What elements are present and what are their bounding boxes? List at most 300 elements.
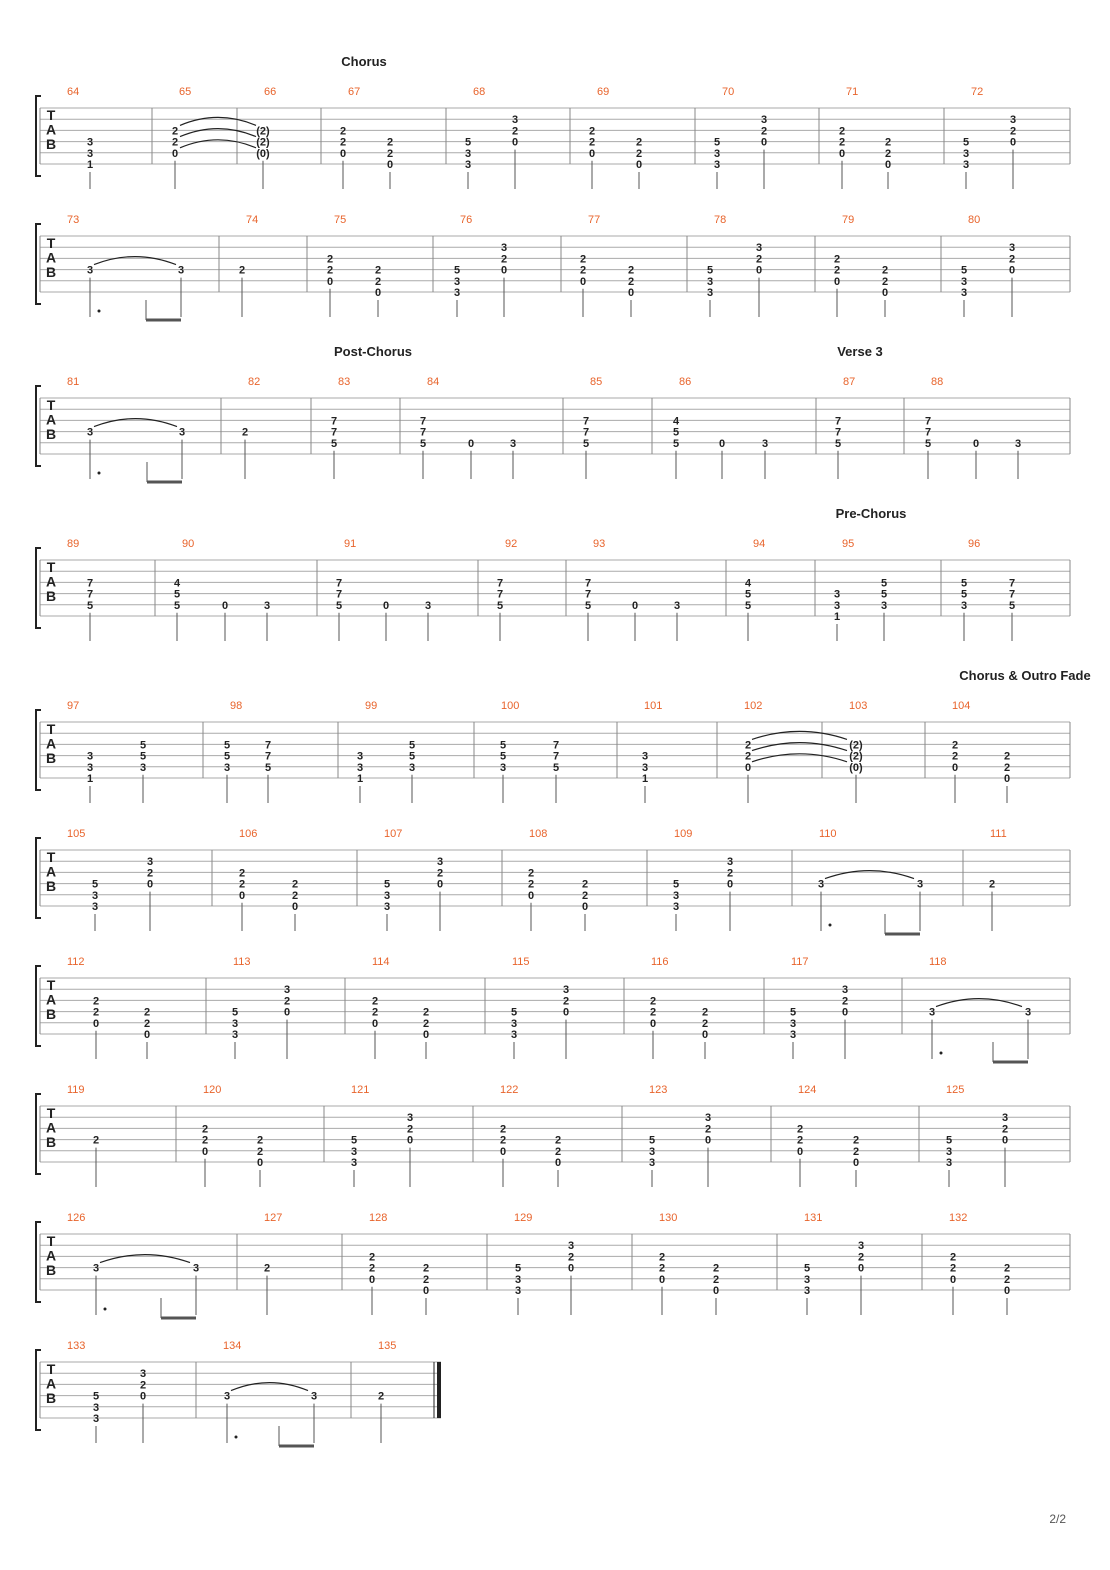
fret-number: 0 — [579, 275, 587, 288]
fret-number: 0 — [1008, 264, 1016, 277]
fret-number: 2 — [291, 878, 299, 891]
fret-number: 0 — [386, 159, 394, 171]
measure-number: 132 — [949, 1212, 968, 1224]
fret-number: 0 — [884, 159, 892, 171]
measure-number: 71 — [846, 86, 859, 98]
fret-number: 0 — [238, 889, 246, 902]
fret-number: 5 — [672, 437, 680, 450]
fret-number: 7 — [1008, 577, 1016, 590]
fret-number: 3 — [960, 275, 968, 288]
tab-clef-letter: B — [45, 1006, 57, 1022]
fret-number: 2 — [744, 739, 752, 752]
fret-number: 5 — [419, 437, 427, 450]
tie-arc — [100, 1255, 190, 1263]
fret-number: 3 — [350, 1157, 358, 1169]
fret-number: 2 — [92, 1006, 100, 1019]
fret-number: 7 — [584, 577, 592, 590]
fret-number: 3 — [86, 750, 94, 763]
measure-number: 134 — [223, 1340, 242, 1352]
fret-number: 3 — [562, 984, 570, 997]
fret-number: 5 — [499, 750, 507, 763]
fret-number: 5 — [1008, 599, 1016, 612]
fret-number: 3 — [408, 761, 416, 774]
measure-number: 90 — [182, 538, 195, 550]
fret-number: 5 — [713, 136, 721, 149]
tab-clef-letter: B — [45, 1390, 57, 1406]
measure-number: 68 — [473, 86, 486, 98]
tie-arc — [180, 129, 256, 137]
fret-number: 2 — [881, 275, 889, 288]
measure-number: 126 — [67, 1212, 86, 1224]
fret-number: 3 — [383, 901, 391, 913]
fret-number: 3 — [263, 599, 271, 612]
fret-number: 2 — [838, 136, 846, 149]
fret-number: 3 — [231, 1017, 239, 1030]
measure-number: 94 — [753, 538, 766, 550]
fret-number: 3 — [510, 1017, 518, 1030]
measure-number: 102 — [744, 700, 763, 712]
fret-number: 3 — [706, 275, 714, 288]
fret-number: 3 — [514, 1285, 522, 1297]
fret-number: 2 — [371, 1006, 379, 1019]
tab-clef-letter: A — [45, 1247, 57, 1264]
fret-number: 2 — [760, 125, 768, 138]
fret-number: 0 — [201, 1145, 209, 1158]
fret-number: 2 — [796, 1123, 804, 1136]
fret-number: 3 — [91, 901, 99, 913]
fret-number: 0 — [972, 437, 980, 450]
fret-number: 0 — [92, 1017, 100, 1030]
fret-number: 2 — [744, 750, 752, 763]
fret-number: 3 — [509, 437, 517, 450]
fret-number: 2 — [406, 1123, 414, 1136]
tie-arc — [752, 754, 847, 762]
fret-number: 0 — [567, 1262, 575, 1275]
fret-number: 3 — [945, 1145, 953, 1158]
fret-number: 5 — [552, 761, 560, 774]
measure-number: 96 — [968, 538, 981, 550]
fret-number: 2 — [627, 275, 635, 288]
section-label-verse3: Verse 3 — [837, 344, 883, 359]
fret-number: 3 — [86, 426, 94, 439]
fret-number: 7 — [419, 426, 427, 439]
measure-number: 101 — [644, 700, 663, 712]
tab-clef-letter: T — [46, 397, 56, 413]
fret-number: 7 — [924, 415, 932, 428]
fret-number: 2 — [796, 1134, 804, 1147]
fret-number: 3 — [406, 1112, 414, 1125]
fret-number: 3 — [92, 1401, 100, 1414]
fret-number: 2 — [371, 995, 379, 1008]
fret-number: 0 — [371, 1017, 379, 1030]
fret-number: 2 — [838, 125, 846, 138]
fret-number: 2 — [833, 253, 841, 266]
fret-number: 2 — [579, 253, 587, 266]
fret-number: 2 — [884, 147, 892, 160]
fret-number: 5 — [960, 264, 968, 277]
tie-arc — [752, 743, 847, 751]
fret-number: 3 — [424, 599, 432, 612]
fret-number: 3 — [139, 1368, 147, 1381]
fret-number: 5 — [464, 136, 472, 149]
fret-number: 3 — [1014, 437, 1022, 450]
fret-number: 3 — [928, 1006, 936, 1019]
fret-number: 3 — [86, 264, 94, 277]
fret-number: 2 — [499, 1123, 507, 1136]
measure-number: 88 — [931, 376, 944, 388]
tab-clef-letter: B — [45, 1134, 57, 1150]
fret-number: 2 — [256, 1145, 264, 1158]
fret-number: 5 — [924, 437, 932, 450]
tab-clef-letter: A — [45, 735, 57, 752]
fret-number: 2 — [988, 878, 996, 891]
fret-number: 4 — [173, 577, 181, 590]
measure-number: 73 — [67, 214, 80, 226]
fret-number: 5 — [584, 599, 592, 612]
fret-number: 3 — [962, 159, 970, 171]
measure-number: 75 — [334, 214, 347, 226]
fret-number: 0 — [1001, 1134, 1009, 1147]
fret-number: 4 — [672, 415, 680, 428]
fret-number: 0 — [422, 1029, 430, 1041]
fret-number: 3 — [706, 287, 714, 299]
fret-number: 2 — [554, 1134, 562, 1147]
fret-number: 2 — [377, 1390, 385, 1403]
fret-number: 2 — [701, 1006, 709, 1019]
fret-number: 5 — [139, 739, 147, 752]
fret-number: 2 — [143, 1017, 151, 1030]
fret-number: 7 — [1008, 588, 1016, 601]
fret-number: 0 — [833, 275, 841, 288]
fret-number: 2 — [283, 995, 291, 1008]
fret-number: 5 — [672, 878, 680, 891]
fret-number: 0 — [712, 1285, 720, 1297]
fret-number: 3 — [92, 1413, 100, 1425]
fret-number: 2 — [581, 878, 589, 891]
fret-number: 3 — [760, 114, 768, 127]
fret-number: 2 — [857, 1251, 865, 1264]
measure-number: 120 — [203, 1084, 222, 1096]
fret-number: 3 — [962, 147, 970, 160]
fret-number: 0 — [499, 1145, 507, 1158]
fret-number: 3 — [223, 761, 231, 774]
fret-number: 2 — [658, 1251, 666, 1264]
fret-number: 2 — [339, 136, 347, 149]
fret-number: 0 — [382, 599, 390, 612]
fret-number: 2 — [263, 1262, 271, 1275]
fret-number: 1 — [86, 773, 94, 785]
measure-number: 108 — [529, 828, 548, 840]
fret-number: 2 — [704, 1123, 712, 1136]
fret-number: 2 — [567, 1251, 575, 1264]
tab-clef-letter: T — [46, 1361, 56, 1377]
fret-number: 2 — [143, 1006, 151, 1019]
fret-number: 2 — [527, 867, 535, 880]
measure-number: 82 — [248, 376, 261, 388]
fret-number: 7 — [86, 588, 94, 601]
fret-number: (2) — [849, 750, 863, 763]
fret-number: 2 — [500, 253, 508, 266]
measure-number: 89 — [67, 538, 80, 550]
tab-clef-letter: T — [46, 559, 56, 575]
tie-arc — [94, 257, 176, 265]
measure-number: 116 — [651, 956, 669, 968]
fret-number: 3 — [192, 1262, 200, 1275]
fret-number: 3 — [648, 1157, 656, 1169]
fret-number: 2 — [852, 1145, 860, 1158]
fret-number: 0 — [422, 1285, 430, 1297]
fret-number: 3 — [673, 599, 681, 612]
fret-number: 3 — [672, 901, 680, 913]
fret-number: 0 — [755, 264, 763, 277]
fret-number: 7 — [330, 415, 338, 428]
fret-number: 5 — [335, 599, 343, 612]
measure-number: 92 — [505, 538, 518, 550]
fret-number: 0 — [511, 136, 519, 149]
fret-number: 7 — [496, 588, 504, 601]
fret-number: 0 — [562, 1006, 570, 1019]
fret-number: 0 — [171, 147, 179, 160]
fret-number: 5 — [648, 1134, 656, 1147]
fret-number: 0 — [368, 1273, 376, 1286]
measure-number: 112 — [67, 956, 85, 968]
fret-number: 2 — [951, 750, 959, 763]
fret-number: 5 — [744, 599, 752, 612]
fret-number: 1 — [86, 159, 94, 171]
fret-number: 0 — [146, 878, 154, 891]
fret-number: 5 — [744, 588, 752, 601]
fret-number: 2 — [326, 264, 334, 277]
fret-number: 2 — [881, 264, 889, 277]
fret-number: 2 — [852, 1134, 860, 1147]
fret-number: 3 — [641, 750, 649, 763]
fret-number: 7 — [264, 739, 272, 752]
fret-number: 2 — [368, 1251, 376, 1264]
rhythm-dot — [235, 1436, 238, 1439]
fret-number: 2 — [884, 136, 892, 149]
fret-number: 4 — [744, 577, 752, 590]
fret-number: 2 — [949, 1251, 957, 1264]
fret-number: 0 — [744, 761, 752, 774]
measure-number: 125 — [946, 1084, 965, 1096]
fret-number: 3 — [1008, 242, 1016, 255]
fret-number: 7 — [582, 426, 590, 439]
fret-number: 0 — [374, 287, 382, 299]
fret-number: 0 — [718, 437, 726, 450]
measure-number: 123 — [649, 1084, 668, 1096]
measure-number: 85 — [590, 376, 603, 388]
fret-number: 5 — [789, 1006, 797, 1019]
fret-number: 0 — [841, 1006, 849, 1019]
fret-number: 2 — [649, 1006, 657, 1019]
fret-number: 3 — [356, 750, 364, 763]
measure-number: 109 — [674, 828, 693, 840]
fret-number: 3 — [713, 159, 721, 171]
fret-number: 0 — [881, 287, 889, 299]
fret-number: 5 — [408, 750, 416, 763]
measure-number: 119 — [67, 1084, 85, 1096]
measure-number: 78 — [714, 214, 727, 226]
measure-number: 66 — [264, 86, 277, 98]
measure-number: 95 — [842, 538, 855, 550]
fret-number: 0 — [291, 901, 299, 913]
fret-number: 5 — [945, 1134, 953, 1147]
fret-number: 3 — [817, 878, 825, 891]
measure-number: 64 — [67, 86, 80, 98]
fret-number: 2 — [238, 878, 246, 891]
fret-number: 2 — [635, 136, 643, 149]
fret-number: 0 — [635, 159, 643, 171]
tab-clef-letter: B — [45, 878, 57, 894]
tab-clef-letter: T — [46, 1105, 56, 1121]
fret-number: 0 — [852, 1157, 860, 1169]
section-label-post_chorus: Post-Chorus — [334, 344, 412, 359]
fret-number: 3 — [648, 1145, 656, 1158]
measure-number: 135 — [378, 1340, 397, 1352]
tab-clef-letter: T — [46, 235, 56, 251]
fret-number: 2 — [238, 264, 246, 277]
fret-number: 7 — [834, 415, 842, 428]
fret-number: 2 — [436, 867, 444, 880]
fret-number: 3 — [178, 426, 186, 439]
fret-number: 2 — [755, 253, 763, 266]
tab-clef-letter: B — [45, 136, 57, 152]
fret-number: 0 — [1003, 773, 1011, 785]
measure-number: 97 — [67, 700, 80, 712]
fret-number: 5 — [139, 750, 147, 763]
fret-number: 2 — [1008, 253, 1016, 266]
fret-number: 2 — [841, 995, 849, 1008]
fret-number: 0 — [857, 1262, 865, 1275]
fret-number: 2 — [1003, 1273, 1011, 1286]
fret-number: 2 — [386, 147, 394, 160]
measure-number: 69 — [597, 86, 610, 98]
fret-number: 3 — [436, 856, 444, 869]
tie-arc — [180, 140, 256, 148]
fret-number: 3 — [726, 856, 734, 869]
fret-number: 2 — [146, 867, 154, 880]
fret-number: 2 — [92, 1134, 100, 1147]
measure-number: 113 — [233, 956, 251, 968]
fret-number: 2 — [1003, 1262, 1011, 1275]
fret-number: 7 — [584, 588, 592, 601]
tab-clef-letter: T — [46, 721, 56, 737]
fret-number: 2 — [291, 889, 299, 902]
measure-number: 133 — [67, 1340, 86, 1352]
fret-number: 2 — [422, 1262, 430, 1275]
measure-number: 87 — [843, 376, 856, 388]
fret-number: 0 — [704, 1134, 712, 1147]
fret-number: 5 — [173, 588, 181, 601]
measure-number: 67 — [348, 86, 361, 98]
fret-number: 2 — [635, 147, 643, 160]
fret-number: 5 — [223, 739, 231, 752]
measure-number: 91 — [344, 538, 357, 550]
measure-number: 76 — [460, 214, 473, 226]
measure-number: 130 — [659, 1212, 678, 1224]
fret-number: 0 — [838, 147, 846, 160]
tab-clef-letter: A — [45, 249, 57, 266]
section-label-chorus: Chorus — [341, 54, 387, 69]
fret-number: 5 — [960, 588, 968, 601]
fret-number: 0 — [283, 1006, 291, 1019]
tab-clef-letter: A — [45, 991, 57, 1008]
fret-number: 2 — [386, 136, 394, 149]
fret-number: 3 — [310, 1390, 318, 1403]
measure-number: 93 — [593, 538, 606, 550]
tab-clef-letter: A — [45, 1375, 57, 1392]
tab-clef-letter: A — [45, 1119, 57, 1136]
fret-number: 3 — [177, 264, 185, 277]
fret-number: 2 — [949, 1262, 957, 1275]
tab-clef-letter: B — [45, 426, 57, 442]
fret-number: 3 — [86, 147, 94, 160]
fret-number: 2 — [499, 1134, 507, 1147]
tab-clef-letter: T — [46, 977, 56, 993]
fret-number: 0 — [527, 889, 535, 902]
fret-number: 2 — [726, 867, 734, 880]
fret-number: 0 — [143, 1029, 151, 1041]
tie-arc — [936, 999, 1022, 1007]
measure-number: 99 — [365, 700, 378, 712]
fret-number: 2 — [339, 125, 347, 138]
fret-number: 2 — [256, 1134, 264, 1147]
fret-number: 3 — [464, 147, 472, 160]
measure-number: 107 — [384, 828, 403, 840]
measure-number: 74 — [246, 214, 259, 226]
measure-number: 77 — [588, 214, 601, 226]
fret-number: 3 — [92, 1262, 100, 1275]
tie-arc — [231, 1383, 308, 1391]
fret-number: 5 — [173, 599, 181, 612]
fret-number: 1 — [833, 611, 841, 623]
fret-number: 5 — [510, 1006, 518, 1019]
fret-number: 5 — [86, 599, 94, 612]
tab-clef-letter: T — [46, 1233, 56, 1249]
fret-number: 7 — [552, 750, 560, 763]
fret-number: 7 — [330, 426, 338, 439]
measure-number: 84 — [427, 376, 440, 388]
fret-number: 2 — [588, 136, 596, 149]
measure-number: 118 — [929, 956, 947, 968]
fret-number: 2 — [527, 878, 535, 891]
measure-number: 110 — [819, 828, 837, 840]
fret-number: 0 — [221, 599, 229, 612]
tab-clef-letter: A — [45, 411, 57, 428]
fret-number: 2 — [562, 995, 570, 1008]
fret-number: 3 — [841, 984, 849, 997]
fret-number: 3 — [146, 856, 154, 869]
fret-number: 5 — [223, 750, 231, 763]
fret-number: 2 — [374, 264, 382, 277]
fret-number: 5 — [408, 739, 416, 752]
rhythm-dot — [104, 1308, 107, 1311]
measure-number: 105 — [67, 828, 86, 840]
measure-number: 131 — [804, 1212, 823, 1224]
tab-clef-letter: T — [46, 107, 56, 123]
fret-number: 5 — [453, 264, 461, 277]
tab-clef-letter: B — [45, 588, 57, 604]
fret-number: 0 — [760, 136, 768, 149]
fret-number: 0 — [627, 287, 635, 299]
measure-number: 86 — [679, 376, 692, 388]
fret-number: 7 — [552, 739, 560, 752]
tab-clef-letter: B — [45, 264, 57, 280]
fret-number: 3 — [833, 599, 841, 612]
fret-number: 0 — [139, 1390, 147, 1403]
fret-number: 3 — [350, 1145, 358, 1158]
fret-number: 3 — [511, 114, 519, 127]
